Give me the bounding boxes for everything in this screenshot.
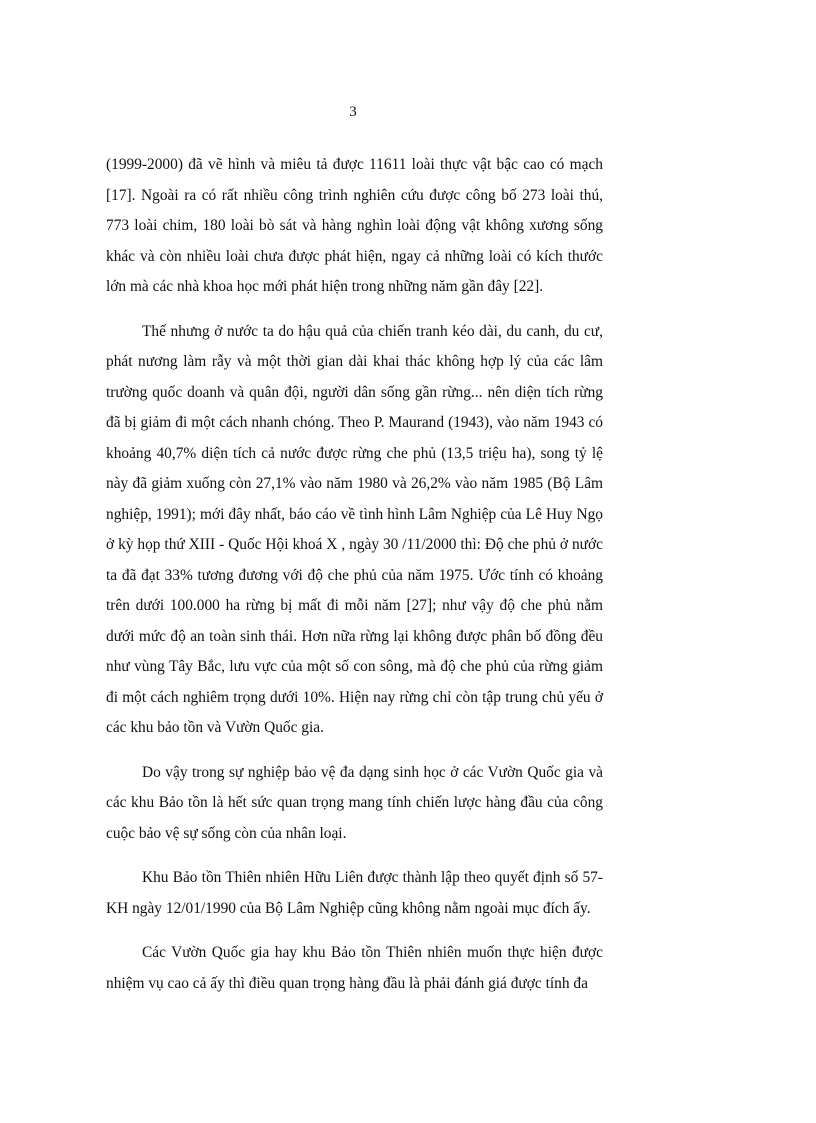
document-body bbox=[106, 150, 603, 1013]
paragraph-biodiversity-protection: Do vậy trong sự nghiệp bảo vệ đa dạng sinh học ở các Vườn Quốc gia và các khu Bảo tồn là hết sức quan trọng mang tính chiến lược hàng đầu của công cuộc bảo vệ sự sống còn của nhân loại. bbox=[106, 763, 603, 842]
page-number: 3 bbox=[349, 104, 357, 120]
paragraph-forest-decline: Thế nhưng ở nước ta do hậu quả của chiến tranh kéo dài, du canh, du cư, phát nương làm rẫy và một thời gian dài khai thác không hợp lý của các lâm trường quốc doanh và quân đội, người dân sống gần rừng... nên diện tích rừng đã bị giảm đi một cách nhanh chóng. Theo P. Maurand (1943), vào năm 1943 có khoảng 40,7% diện tích cả nước được rừng che phủ (13,5 triệu ha), song tỷ lệ này đã giảm xuống còn 27,1% vào năm 1980 và 26,2% vào năm 1985 (Bộ Lâm nghiệp, 1991); mới đây nhất, báo cáo về tình hình Lâm Nghiệp của Lê Huy Ngọ ở kỳ họp thứ XIII - Quốc Hội khoá X , ngày 30 /11/2000 thì: Độ che phủ ở nước ta đã đạt 33% tương đương với độ che phủ của năm 1975. Ước tính có khoảng trên dưới 100.000 ha rừng bị mất đi mỗi năm [27]; như vậy độ che phủ nằm dưới mức độ an toàn sinh thái. Hơn nữa rừng lại không được phân bố đồng đều như vùng Tây Bắc, lưu vực của một số con sông, mà độ che phủ của rừng giảm đi một cách nghiêm trọng dưới 10%. Hiện nay rừng chỉ còn tập trung chủ yếu ở các khu bảo tồn và Vườn Quốc gia. bbox=[106, 322, 603, 736]
paragraph-huu-lien-reserve: Khu Bảo tồn Thiên nhiên Hữu Liên được thành lập theo quyết định số 57-KH ngày 12/01/1990 của Bộ Lâm Nghiệp cũng không nằm ngoài mục đích ấy. bbox=[106, 869, 603, 917]
paragraph-species-counts: (1999-2000) đã vẽ hình và miêu tả được 11611 loài thực vật bậc cao có mạch [17]. Ngoài ra có rất nhiều công trình nghiên cứu được công bố 273 loài thú, 773 loài chim, 180 loài bò sát và hàng nghìn loài động vật không xương sống khác và còn nhiều loài chưa được phát hiện, ngay cả những loài có kích thước lớn mà các nhà khoa học mới phát hiện trong những năm gần đây [22]. bbox=[106, 156, 603, 295]
paragraph-national-parks-task: Các Vườn Quốc gia hay khu Bảo tồn Thiên nhiên muốn thực hiện được nhiệm vụ cao cả ấy thì điều quan trọng hàng đầu là phải đánh giá được tính đa bbox=[106, 944, 603, 992]
